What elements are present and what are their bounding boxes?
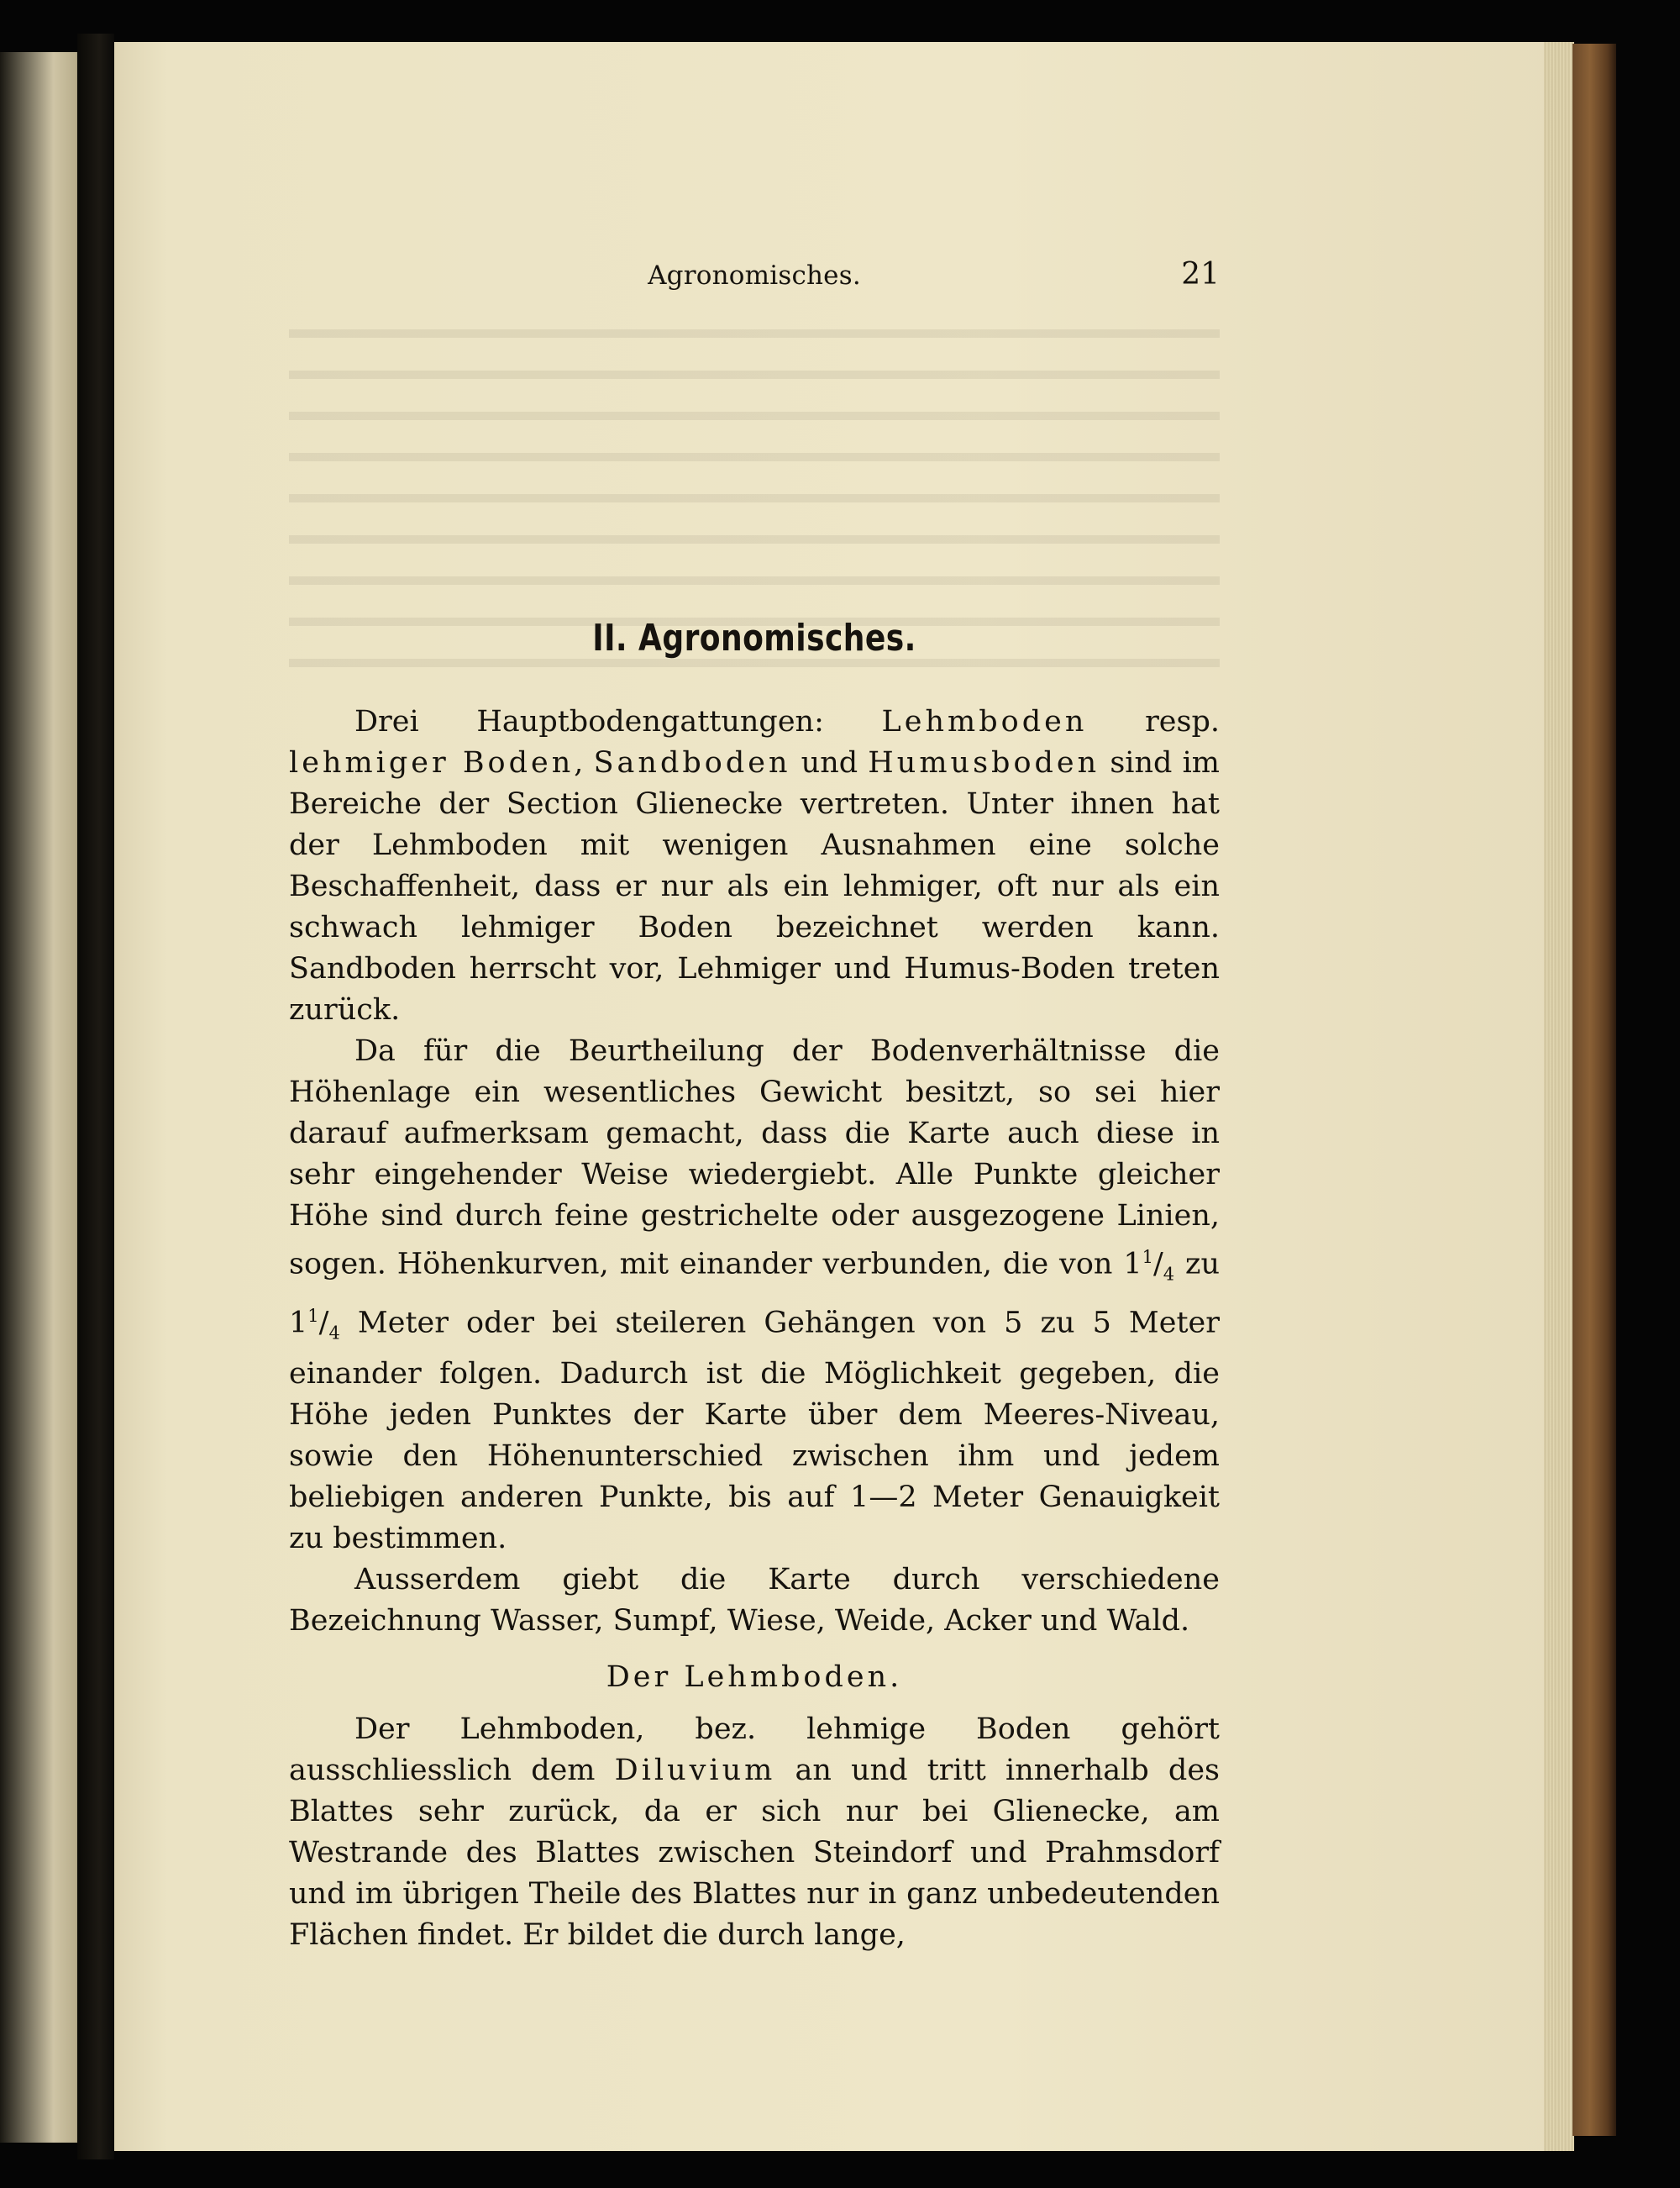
paragraph-4	[289, 1709, 1220, 1956]
fraction-numerator: 1	[1142, 1247, 1153, 1267]
fraction-whole: 1	[1123, 1247, 1142, 1281]
running-head-title: Agronomisches.	[648, 260, 861, 291]
p4-text: Der Lehmboden, bez. lehmige Boden gehört ausschliesslich dem	[289, 1712, 1220, 1788]
p2-text: zu	[1174, 1247, 1220, 1281]
fraction-denominator: 4	[1163, 1264, 1175, 1285]
p1-lead: Drei Hauptbodengattungen:	[354, 705, 882, 739]
p2-text: Meter oder bei steileren Gehängen von 5 zu 5 Meter einander folgen. Dadurch ist die Möglichkeit gegeben, die Höhe jeden Punktes der Karte über dem Meeres-Niveau, sowie den Höhenunterschied zwischen ihm und jedem beliebigen anderen Punkte, bis auf 1—2 Meter Genauigkeit zu bestimmen.	[289, 1306, 1220, 1556]
paragraph-3: Ausserdem giebt die Karte durch verschiedene Bezeichnung Wasser, Sumpf, Wiese, Weide, Acker und Wald.	[289, 1563, 1220, 1638]
page-number: 21	[1181, 257, 1220, 292]
page-text-block	[289, 249, 1220, 1956]
fraction-whole: 1	[289, 1306, 308, 1340]
section-heading: II. Agronomisches.	[592, 617, 916, 660]
term-sandboden: Sandboden	[593, 746, 791, 780]
p1-rest: sind im Bereiche der Section Glienecke vertreten. Unter ihnen hat der Lehmboden mit wenigen Ausnahmen eine solche Beschaffenheit, dass er nur als ein lehmiger, oft nur als ein schwach lehmiger Boden bezeichnet werden kann. Sandboden herrscht vor, Lehmiger und Humus-Boden treten zurück.	[289, 746, 1220, 1027]
term-lehmiger-boden: lehmiger Boden	[289, 746, 575, 780]
subsection-heading: Der Lehmboden.	[606, 1660, 903, 1695]
p1-text: und	[790, 746, 869, 780]
p1-text: ,	[574, 746, 594, 780]
running-head	[289, 249, 1220, 299]
book-cover-edge	[1572, 44, 1616, 2136]
fraction-denominator: 4	[328, 1323, 340, 1344]
previous-page-edge	[0, 52, 89, 2143]
p2-text: Da für die Beurtheilung der Bodenverhältnisse die Höhenlage ein wesentliches Gewicht besitzt, so sei hier darauf aufmerksam gemacht, dass die Karte auch diese in sehr eingehender Weise wiedergiebt. Alle Punkte gleicher Höhe sind durch feine gestrichelte oder ausgezogene Linien, sogen. Höhenkurven, mit einander verbunden, die von	[289, 1034, 1220, 1281]
fraction-numerator: 1	[307, 1305, 319, 1326]
book-gutter	[77, 34, 114, 2159]
paragraph-1	[289, 702, 1220, 1031]
term-diluvium: Diluvium	[614, 1754, 776, 1788]
paragraph-2: Da für die Beurtheilung der Bodenverhältnisse die Höhenlage ein wesentliches Gewicht besitzt, so sei hier darauf aufmerksam gemacht, dass die Karte auch diese in sehr eingehender Weise wiedergiebt. Alle Punkte gleicher Höhe sind durch feine gestrichelte oder ausgezogene Linien, sogen. Höhenkurven, mit einander verbunden, die von $1^1/_4$ zu $1^1/_4$ Meter oder bei steileren Gehängen von 5 zu 5 Meter einander folgen. Dadurch ist die Möglichkeit gegeben, die Höhe jeden Punktes der Karte über dem Meeres-Niveau, sowie den Höhenunterschied zwischen ihm und jedem beliebigen anderen Punkte, bis auf 1—2 Meter Genauigkeit zu bestimmen.	[289, 1034, 1220, 1556]
term-humusboden: Humusboden	[868, 746, 1100, 780]
p1-text: resp.	[1087, 705, 1220, 739]
term-lehmboden: Lehmboden	[881, 705, 1088, 739]
page-stack-edge	[1544, 42, 1574, 2151]
p4-text: an und tritt innerhalb des Blattes sehr zurück, da er sich nur bei Glienecke, am Westrande des Blattes zwischen Steindorf und Prahmsdorf und im übrigen Theile des Blattes nur in ganz unbedeutenden Flächen findet. Er bildet die durch lange,	[289, 1754, 1220, 1953]
